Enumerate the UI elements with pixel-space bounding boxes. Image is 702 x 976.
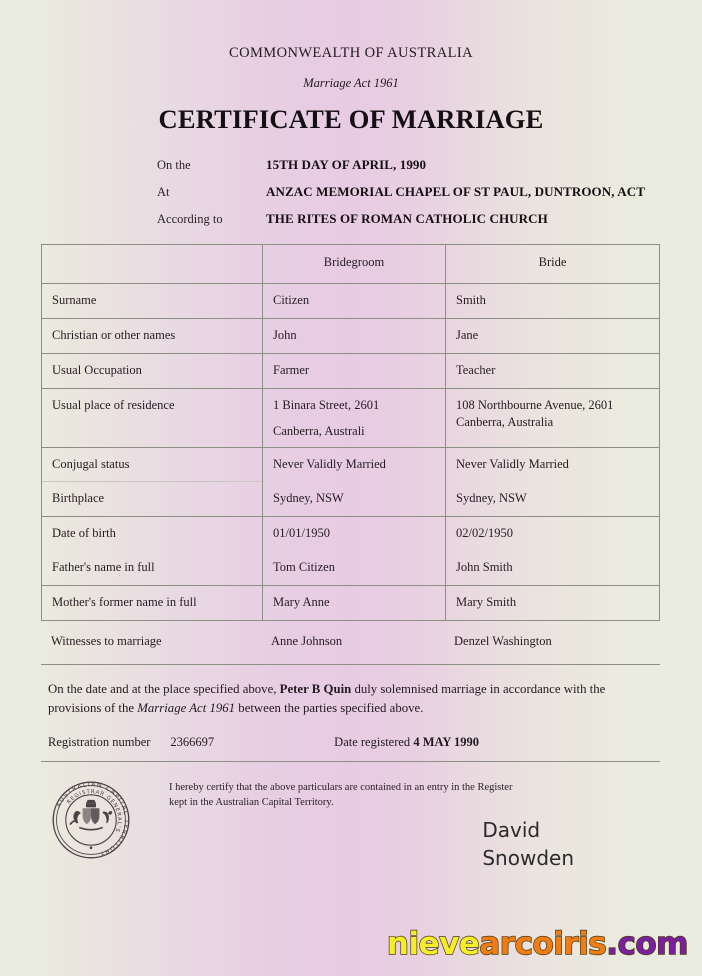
column-header-bride: Bride [445,245,659,283]
table-row-christian-names [42,319,659,354]
table-row-date-of-birth [42,517,659,551]
watermark-part-2: arcoiris [479,926,607,962]
registrar-seal-icon [49,778,133,862]
certification-text [169,772,660,811]
table-header-row [42,245,659,284]
row-label: Date of birth [52,526,116,540]
row-value-bride: 02/02/1950 [445,517,659,551]
certification-line-1: I hereby certify that the above particulars are contained in an entry in the Register [169,782,513,794]
ceremony-details [0,157,702,227]
watermark-part-3: .com [606,926,688,962]
row-label: Mother's former name in full [52,595,197,609]
table-row-residence [42,389,659,448]
date-registered [334,735,479,750]
row-value-bride [445,389,659,447]
detail-row-on-the [157,157,702,173]
row-label: Father's name in full [52,560,155,574]
marriage-act-subtitle: Marriage Act 1961 [303,76,399,90]
registration-number-value: 2366697 [170,735,215,750]
column-header-bridegroom: Bridegroom [262,245,445,283]
registration-block [41,735,660,762]
row-value-groom: Mary Anne [262,586,445,620]
row-value-groom: Sydney, NSW [262,482,445,516]
signature-first-name: David [482,818,541,843]
certification-block [41,772,660,892]
row-label: Conjugal status [42,448,262,482]
witness-bride: Denzel Washington [454,634,552,648]
solemn-text-part3: between the parties specified above. [235,700,424,715]
certificate-header [0,0,702,135]
registrar-signature [482,816,574,873]
witness-groom: Anne Johnson [271,634,343,648]
detail-row-according-to [157,211,702,227]
detail-row-at [157,184,702,200]
row-value-groom: John [262,319,445,353]
row-label: Christian or other names [52,328,176,342]
particulars-table [41,244,660,621]
table-row-father-name [42,551,659,586]
row-value-groom: Never Validly Married [262,448,445,482]
witnesses-label: Witnesses to marriage [51,634,162,648]
table-row-birthplace [42,482,659,517]
svg-text:REGISTRAR GENERAL'S: REGISTRAR GENERAL'S [66,789,122,834]
row-value-bride: Sydney, NSW [445,482,659,516]
solemnisation-statement [48,680,657,717]
detail-value-place: ANZAC MEMORIAL CHAPEL OF ST PAUL, DUNTROON, ACT [266,184,645,199]
solemn-text-part1: On the date and at the place specified above, [48,682,280,696]
address-line-1: 1 Binara Street, 2601 [273,398,380,412]
solemn-act-reference: Marriage Act 1961 [137,700,236,715]
row-value-bride: Never Validly Married [445,448,659,482]
certification-line-2: kept in the Australian Capital Territory. [169,797,334,808]
row-label: Birthplace [52,491,105,505]
row-value-bride: Teacher [445,354,659,388]
address-line-1: 108 Northbourne Avenue, 2601 [456,398,614,412]
signature-last-name: Snowden [482,846,574,871]
row-value-bride: Mary Smith [445,586,659,620]
row-label: Usual place of residence [52,398,175,412]
column-header-blank [42,245,262,283]
site-watermark [387,926,688,962]
row-label: Usual Occupation [52,363,142,377]
date-registered-value: 4 MAY 1990 [413,735,480,750]
detail-label: At [157,185,170,199]
commonwealth-heading: COMMONWEALTH OF AUSTRALIA [229,45,473,61]
detail-value-date: 15TH DAY OF APRIL, 1990 [266,157,427,172]
address-line-2: Canberra, Australia [456,415,554,429]
date-registered-label: Date registered [334,735,414,750]
table-row-conjugal-status [42,448,659,482]
detail-label: According to [157,212,223,226]
watermark-part-1: nieve [386,926,480,962]
table-row-occupation [42,354,659,389]
detail-label: On the [157,158,191,172]
address-line-2: Canberra, Australi [273,424,365,438]
row-label: Surname [52,293,97,307]
row-value-groom: Farmer [262,354,445,388]
detail-value-rites: THE RITES OF ROMAN CATHOLIC CHURCH [266,211,548,226]
solemn-text-part2: duly solemnised marriage in accordance with the provisions of the [48,682,606,715]
table-row-surname [42,284,659,319]
table-row-mother-name [42,586,659,621]
row-value-groom: 01/01/1950 [262,517,445,551]
row-value-groom: Citizen [262,284,445,318]
witnesses-row [41,621,660,665]
row-value-groom: Tom Citizen [262,551,445,585]
page-title: CERTIFICATE OF MARRIAGE [158,104,544,134]
celebrant-name: Peter B Quin [279,682,352,696]
row-value-bride: John Smith [445,551,659,585]
row-value-bride: Jane [445,319,659,353]
row-value-bride: Smith [445,284,659,318]
svg-text:AUSTRALIAN CAPITAL TERRITORY: AUSTRALIAN CAPITAL TERRITORY [55,781,130,858]
row-value-groom [262,389,445,447]
registration-number-label: Registration number [48,735,151,750]
